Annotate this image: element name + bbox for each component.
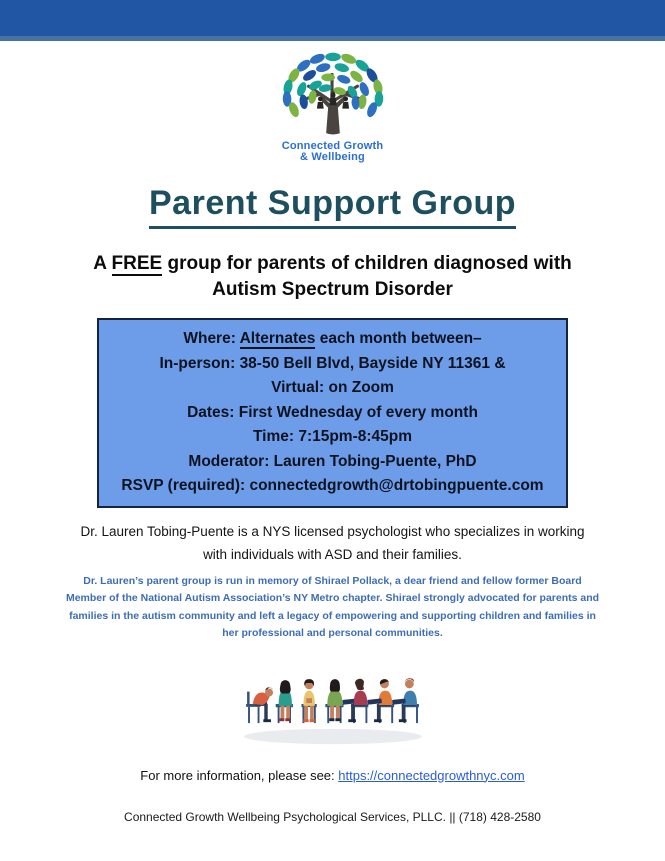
more-info-line — [0, 768, 665, 783]
details-time-line: Time: 7:15pm-8:45pm — [252, 428, 413, 445]
where-prefix: Where: — [183, 330, 240, 347]
logo-name-line1: Connected Growth — [281, 140, 384, 152]
memorial-paragraph: Dr. Lauren’s parent group is run in memory of Shirael Pollack, a dear friend and fellow former Board Member of the National Autism Association’s NY Metro chapter. Shirael strongly advocated for parents and families in the autism community and left a legacy of empowering and supporting children and families in her professional and personal communities. — [65, 574, 600, 639]
details-virtual-line: Virtual: on Zoom — [271, 379, 394, 396]
where-alternates-underlined: Alternates — [239, 330, 316, 347]
page-title: Parent Support Group — [149, 184, 516, 229]
details-inperson-line: In-person: 38-50 Bell Blvd, Bayside NY 11361 & — [159, 354, 506, 372]
support-group-illustration — [228, 660, 438, 748]
website-link[interactable]: https://connectedgrowthnyc.com — [338, 767, 525, 783]
subtitle-suffix: group for parents of children diagnosed with Autism Spectrum Disorder — [162, 253, 572, 300]
psychologist-bio-text: Dr. Lauren Tobing-Puente is a NYS licensed psychologist who specializes in working with individuals with ASD and their families. — [80, 523, 585, 562]
details-dates-line: Dates: First Wednesday of every month — [187, 403, 478, 421]
details-moderator-line: Moderator: Lauren Tobing-Puente, PhD — [188, 452, 477, 470]
more-info-prefix: For more information, please see: — [140, 767, 339, 783]
logo — [0, 51, 665, 164]
footer-contact-line: Connected Growth Wellbeing Psychological Services, PLLC. || (718) 428-2580 — [124, 809, 541, 824]
subtitle — [0, 251, 665, 303]
tree-logo-icon — [269, 51, 397, 137]
subtitle-free-underlined: FREE — [111, 253, 163, 274]
details-rsvp-line: RSVP (required): connectedgrowth@drtobingpuente.com — [121, 477, 544, 494]
details-box — [97, 318, 568, 508]
top-banner-bar — [0, 0, 665, 41]
details-where-line — [109, 327, 556, 352]
subtitle-prefix: A — [93, 253, 112, 274]
logo-name-line2: & Wellbeing — [300, 151, 365, 163]
where-suffix: each month between– — [315, 330, 482, 347]
